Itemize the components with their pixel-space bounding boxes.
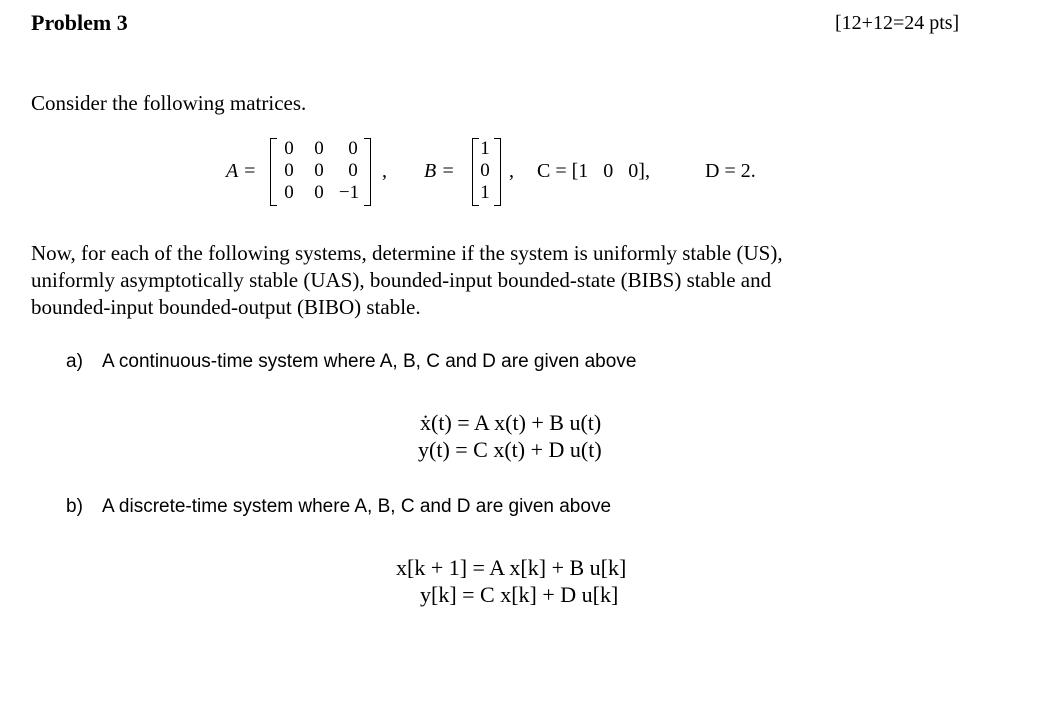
matrix-a-cell: −1 (338, 182, 360, 203)
part-a-equation: ẋ(t) = A x(t) + B u(t) (420, 410, 602, 435)
matrix-a-cell: 0 (314, 182, 324, 203)
matrix-d: D = 2. (705, 160, 756, 182)
intro-text: Consider the following matrices. (31, 91, 307, 115)
matrix-a-label: A = (226, 160, 257, 182)
part-a-text: A continuous-time system where A, B, C and D are given above (102, 351, 637, 372)
matrix-b-cell: 1 (480, 138, 490, 159)
matrix-a-cell: 0 (284, 160, 294, 181)
matrix-a-cell: 0 (314, 160, 324, 181)
instruction-line: uniformly asymptotically stable (UAS), bounded-input bounded-state (BIBS) stable and (31, 268, 772, 292)
part-b-equation: x[k + 1] = A x[k] + B u[k] (396, 555, 627, 580)
part-b-text: A discrete-time system where A, B, C and D are given above (102, 496, 612, 517)
matrix-a-cell: 0 (314, 138, 324, 159)
matrix-b-cell: 1 (480, 182, 490, 203)
matrix-a-cell: 0 (348, 138, 358, 159)
matrix-a-cell: 0 (284, 138, 294, 159)
instruction-line: Now, for each of the following systems, determine if the system is uniformly stable (US), (31, 241, 783, 265)
matrix-b-cell: 0 (480, 160, 490, 181)
problem-title: Problem 3 (31, 10, 128, 35)
matrix-b (470, 136, 506, 206)
part-b-label: b) (66, 496, 83, 517)
instruction-line: bounded-input bounded-output (BIBO) stable. (31, 295, 421, 319)
matrix-b-label: B = (424, 160, 455, 182)
matrix-a (268, 136, 378, 206)
points-label: [12+12=24 pts] (835, 12, 960, 34)
matrix-a-cell: 0 (284, 182, 294, 203)
matrix-c: C = [1 0 0], (537, 160, 655, 182)
part-a-equation: y(t) = C x(t) + D u(t) (418, 437, 602, 462)
part-b-equation: y[k] = C x[k] + D u[k] (420, 582, 619, 607)
part-a-label: a) (66, 351, 83, 372)
matrix-a-cell: 0 (348, 160, 358, 181)
